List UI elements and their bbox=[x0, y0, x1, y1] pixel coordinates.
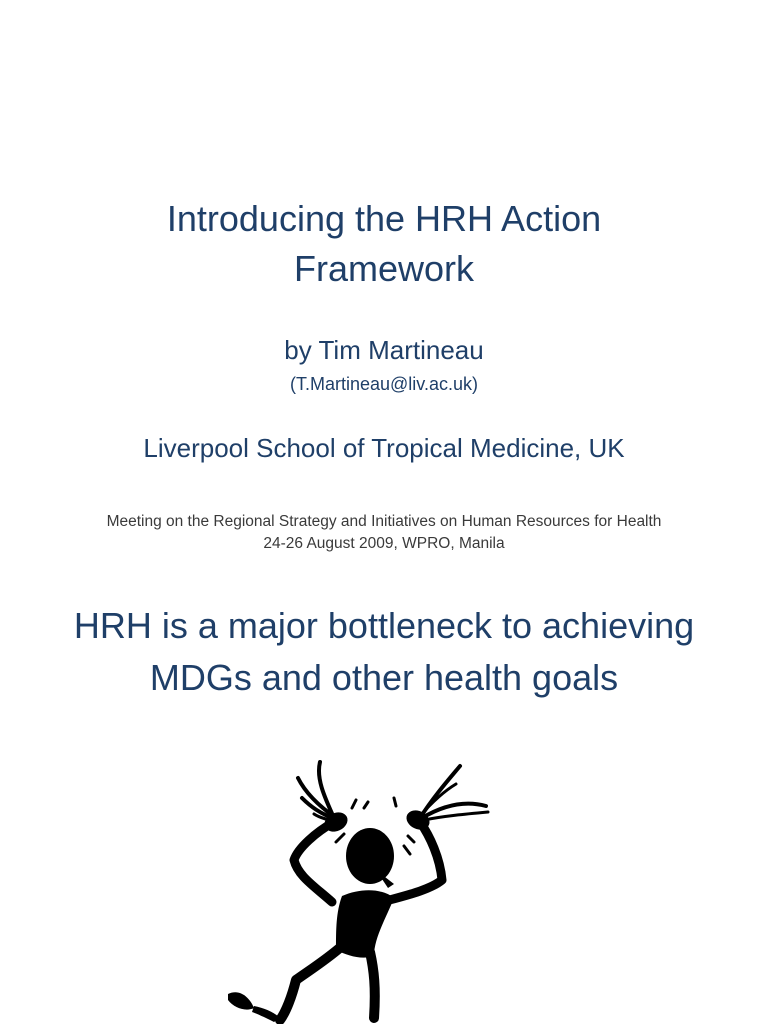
bottleneck-headline-line-2: MDGs and other health goals bbox=[149, 657, 619, 698]
bottleneck-headline bbox=[0, 600, 768, 704]
author-name: by Tim Martineau bbox=[284, 335, 484, 365]
slide-title-line-2: Framework bbox=[293, 248, 475, 289]
slide-title bbox=[0, 194, 768, 294]
meeting-info bbox=[0, 511, 768, 555]
author-email: (T.Martineau@liv.ac.uk) bbox=[290, 374, 478, 394]
slide-title-line-1: Introducing the HRH Action bbox=[166, 198, 602, 239]
institution-name: Liverpool School of Tropical Medicine, UK bbox=[143, 433, 625, 463]
meeting-info-line-1: Meeting on the Regional Strategy and Initiatives on Human Resources for Health bbox=[106, 513, 662, 530]
frustrated-stick-figure-icon bbox=[224, 756, 504, 1024]
bottleneck-headline-line-1: HRH is a major bottleneck to achieving bbox=[73, 605, 695, 646]
meeting-info-line-2: 24-26 August 2009, WPRO, Manila bbox=[263, 535, 505, 552]
